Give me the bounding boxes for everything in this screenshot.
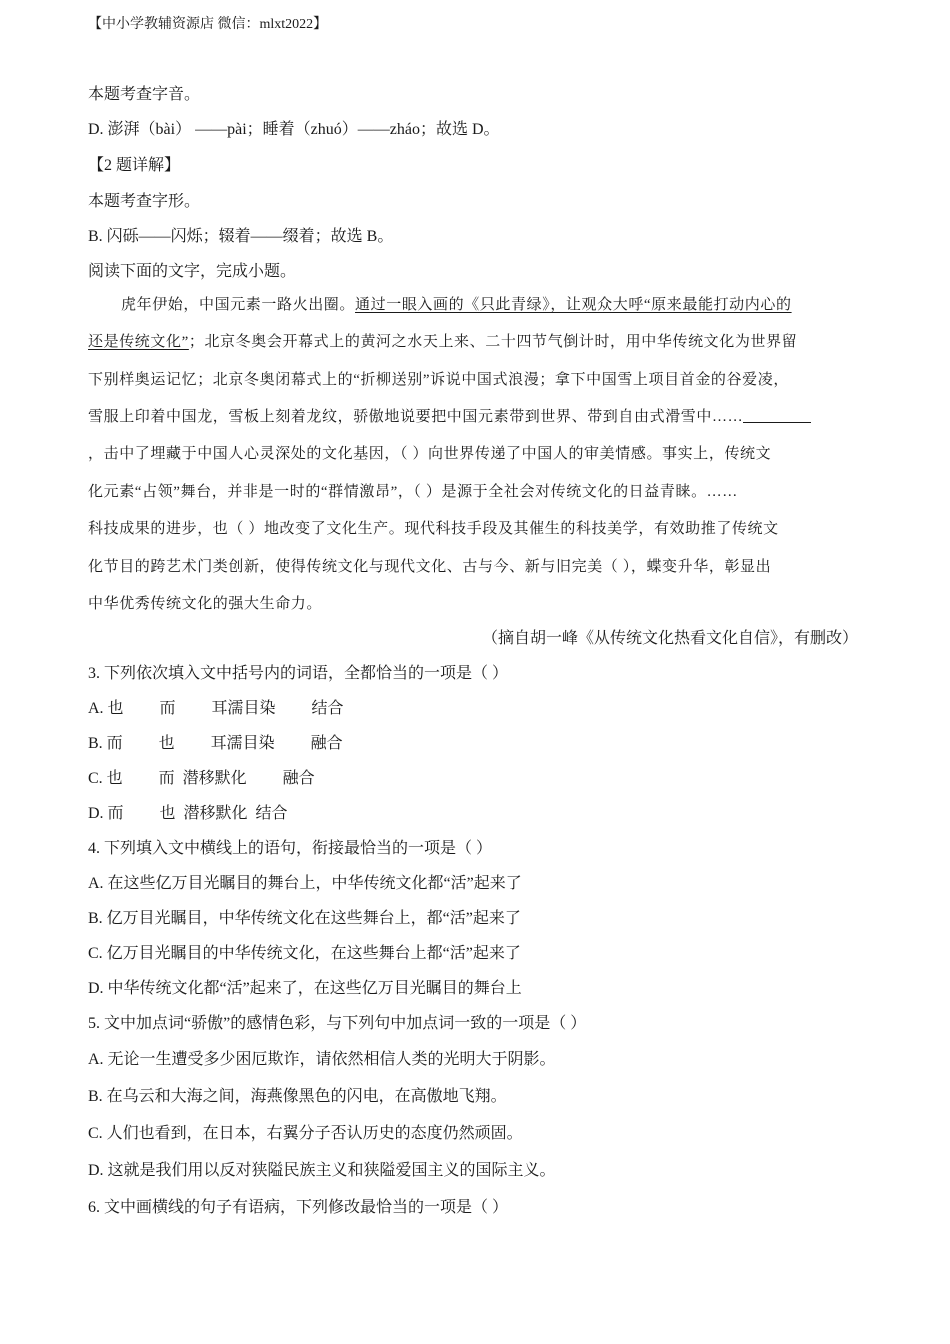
option-3d: D. 而 也 潜移默化 结合: [88, 805, 288, 822]
question-6: 6. 文中画横线的句子有语病，下列修改最恰当的一项是（ ）: [88, 1199, 509, 1216]
passage-line: 中华优秀传统文化的强大生命力。: [88, 596, 323, 612]
fill-blank: [743, 408, 811, 423]
option-4d: D. 中华传统文化都“活”起来了，在这些亿万目光瞩目的舞台上: [88, 980, 522, 997]
option-5d: D. 这就是我们用以反对狭隘民族主义和狭隘爱国主义的国际主义。: [88, 1162, 556, 1179]
passage-source: （摘自胡一峰《从传统文化热看文化自信》，有删改）: [481, 630, 858, 647]
passage-line: 化节目的跨艺术门类创新，使得传统文化与现代文化、古与今、新与旧完美（ ），蝶变升华，彰显出: [88, 559, 772, 575]
underlined-sentence: 通过一眼入画的《只此青绿》，让观众大呼“原来最能打动内心的: [355, 297, 792, 313]
option-4c: C. 亿万目光瞩目的中华传统文化，在这些舞台上都“活”起来了: [88, 945, 521, 962]
underlined-sentence: 还是传统文化”: [88, 334, 189, 350]
passage-line: 化元素“占领”舞台，并非是一时的“群情激昂”，（ ）是源于全社会对传统文化的日益青睐。……: [88, 484, 738, 500]
answer-line: 本题考查字音。: [88, 86, 201, 103]
option-3b: B. 而 也 耳濡目染 融合: [88, 735, 343, 752]
answer-line: 本题考查字形。: [88, 193, 201, 210]
passage-text: ；北京冬奥会开幕式上的黄河之水天上来、二十四节气倒计时，用中华传统文化为世界留: [188, 334, 798, 350]
reading-instruction: 阅读下面的文字，完成小题。: [88, 263, 297, 280]
option-5c: C. 人们也看到，在日本，右翼分子否认历史的态度仍然顽固。: [88, 1125, 523, 1142]
passage-line: [88, 405, 858, 426]
option-3c: C. 也 而 潜移默化 融合: [88, 770, 315, 787]
answer-heading: 【2 题详解】: [88, 157, 181, 174]
passage-line: [88, 293, 858, 314]
passage-line: 科技成果的进步，也（ ）地改变了文化生产。现代科技手段及其催生的科技美学，有效助推了传统文: [88, 521, 779, 537]
question-5: 5. 文中加点词“骄傲”的感情色彩，与下列句中加点词一致的一项是（ ）: [88, 1015, 587, 1032]
option-5a: A. 无论一生遭受多少困厄欺诈，请依然相信人类的光明大于阴影。: [88, 1051, 556, 1068]
question-4: 4. 下列填入文中横线上的语句，衔接最恰当的一项是（ ）: [88, 840, 493, 857]
page-header: 【中小学教辅资源店 微信：mlxt2022】: [88, 17, 328, 32]
passage-line: ，击中了埋藏于中国人心灵深处的文化基因，（ ）向世界传递了中国人的审美情感。事实上，传统文: [88, 446, 772, 462]
answer-line: B. 闪砾——闪烁；辍着——缀着；故选 B。: [88, 228, 394, 245]
passage-text: 虎年伊始，中国元素一路火出圈。: [121, 297, 356, 313]
option-4b: B. 亿万目光瞩目，中华传统文化在这些舞台上，都“活”起来了: [88, 910, 521, 927]
option-5b: B. 在乌云和大海之间，海燕像黑色的闪电，在高傲地飞翔。: [88, 1088, 507, 1105]
question-3: 3. 下列依次填入文中括号内的词语，全都恰当的一项是（ ）: [88, 665, 509, 682]
passage-line: [88, 330, 858, 351]
passage-text: 雪服上印着中国龙，雪板上刻着龙纹，骄傲地说要把中国元素带到世界、带到自由式滑雪中……: [88, 409, 744, 425]
option-3a: A. 也 而 耳濡目染 结合: [88, 700, 344, 717]
answer-line: D. 澎湃（bài） ——pài；睡着（zhuó）——zháo；故选 D。: [88, 121, 500, 138]
option-4a: A. 在这些亿万目光瞩目的舞台上，中华传统文化都“活”起来了: [88, 875, 522, 892]
passage-line: 下别样奥运记忆；北京冬奥闭幕式上的“折柳送别”诉说中国式浪漫；拿下中国雪上项目首金的谷爱凌，: [88, 372, 789, 388]
